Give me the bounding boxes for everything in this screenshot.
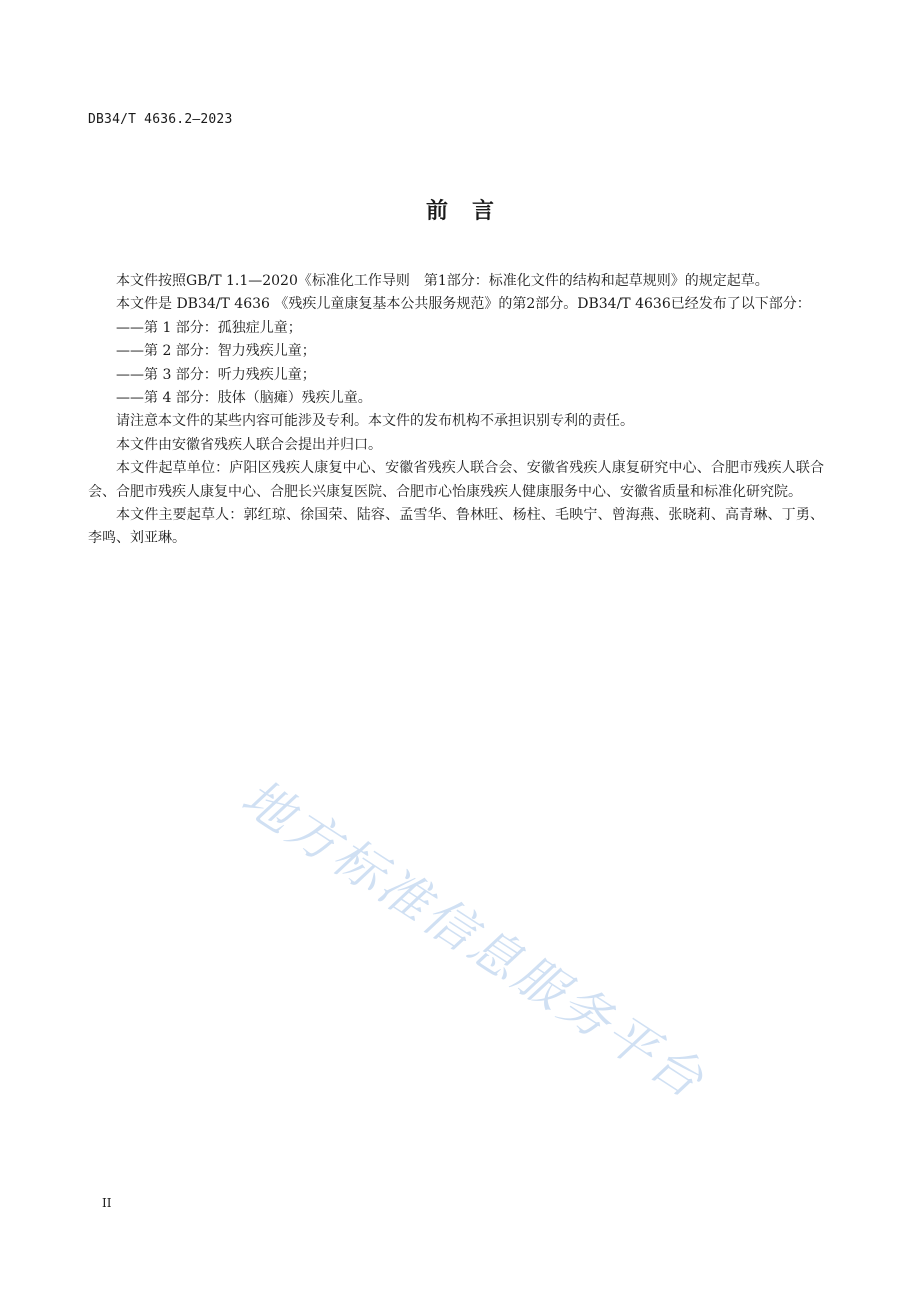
list-item-part-4: ——第 4 部分：肢体（脑瘫）残疾儿童。 <box>116 390 372 407</box>
document-code: DB34/T 4636.2—2023 <box>88 112 233 127</box>
paragraph-drafting-units: 本文件起草单位：庐阳区残疾人康复中心、安徽省残疾人联合会、安徽省残疾人康复研究中心、合肥市残疾人联合会、合肥市残疾人康复中心、合肥长兴康复医院、合肥市心怡康残疾人健康服务中心、安徽省质量和标准化研究院。 <box>88 460 824 500</box>
page-number: II <box>102 1196 112 1210</box>
paragraph-drafters: 本文件主要起草人：郭红琼、徐国荣、陆容、孟雪华、鲁林旺、杨柱、毛映宁、曾海燕、张晓莉、高青琳、丁勇、李鸣、刘亚琳。 <box>88 507 824 547</box>
foreword-body <box>88 270 824 551</box>
page-title: 前言 <box>425 199 518 224</box>
list-item-part-3: ——第 3 部分：听力残疾儿童； <box>116 366 316 383</box>
paragraph-drafting-rule: 本文件按照GB/T 1.1—2020《标准化工作导则 第1部分：标准化文件的结构和起草规则》的规定起草。 <box>116 273 769 289</box>
paragraph-patent-notice: 请注意本文件的某些内容可能涉及专利。本文件的发布机构不承担识别专利的责任。 <box>116 413 634 430</box>
paragraph-series-intro: 本文件是 DB34/T 4636 《残疾儿童康复基本公共服务规范》的第2部分。DB34/T 4636已经发布了以下部分： <box>116 296 811 313</box>
paragraph-proposer: 本文件由安徽省残疾人联合会提出并归口。 <box>116 436 382 453</box>
list-item-part-1: ——第 1 部分：孤独症儿童； <box>116 319 302 336</box>
list-item-part-2: ——第 2 部分：智力残疾儿童； <box>116 343 316 360</box>
watermark: 地方标准信息服务平台 <box>231 767 717 1111</box>
